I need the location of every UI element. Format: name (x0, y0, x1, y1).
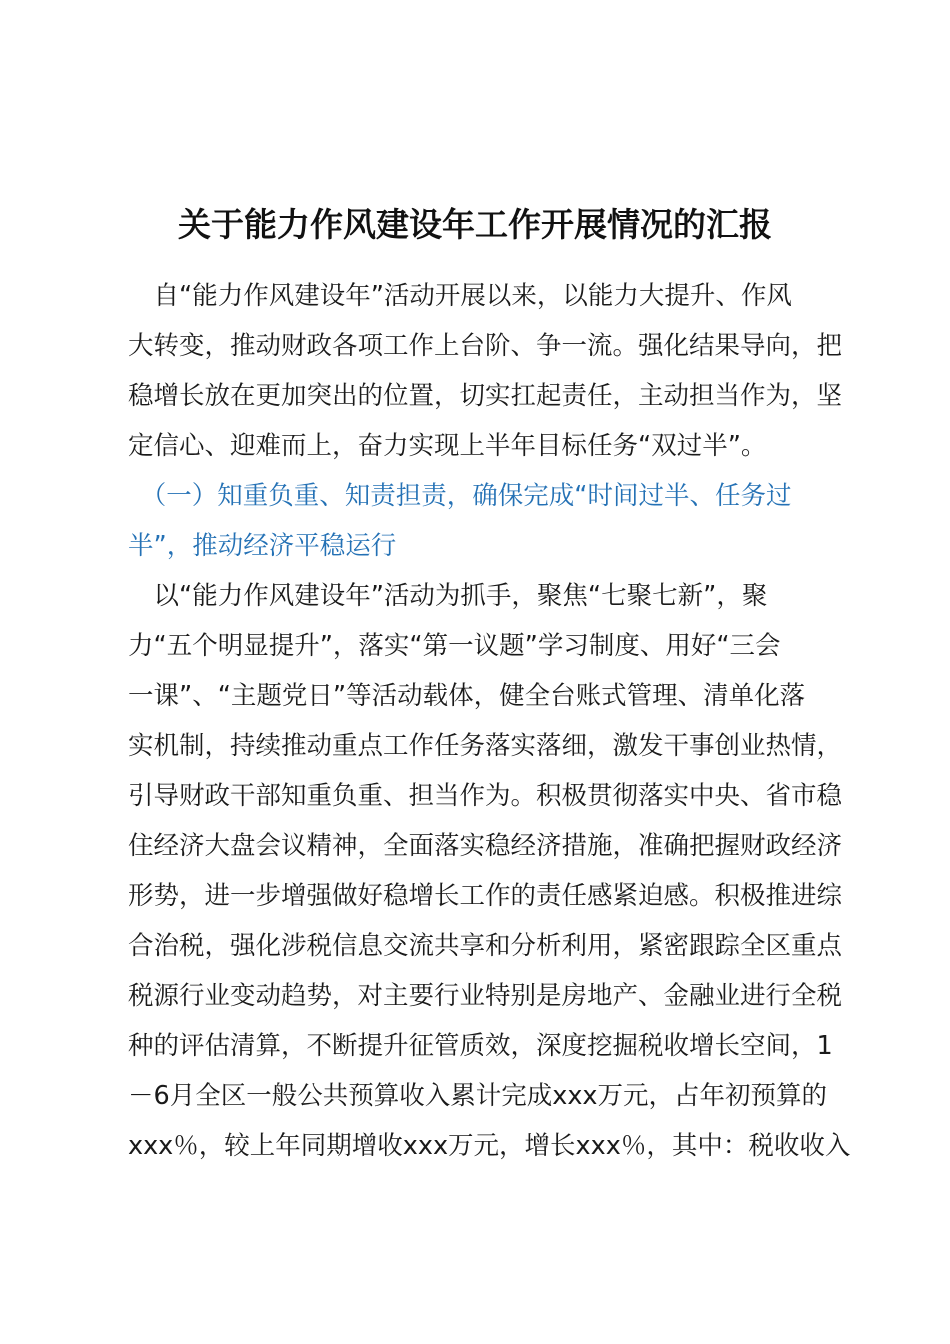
body-line: 合治税，强化涉税信息交流共享和分析利用，紧密跟踪全区重点 (128, 931, 843, 961)
intro-line: 定信心、迎难而上，奋力实现上半年目标任务“双过半”。 (128, 431, 767, 461)
document-title: 关于能力作风建设年工作开展情况的汇报 (178, 205, 772, 244)
body-line: 引导财政干部知重负重、担当作为。积极贯彻落实中央、省市稳 (128, 781, 843, 811)
body-line: 实机制，持续推动重点工作任务落实落细，激发干事创业热情， (128, 731, 843, 761)
section-heading-line: （一）知重负重、知责担责，确保完成“时间过半、任务过 (128, 481, 792, 511)
intro-line: 稳增长放在更加突出的位置，切实扛起责任，主动担当作为，坚 (128, 381, 843, 411)
body-line: 种的评估清算，不断提升征管质效，深度挖掘税收增长空间，1 (128, 1031, 833, 1061)
section-heading-line: 半”，推动经济平稳运行 (128, 531, 397, 561)
body-line: xxx％，较上年同期增收xxx万元，增长xxx％，其中：税收收入 (128, 1131, 851, 1161)
body-line: 住经济大盘会议精神，全面落实稳经济措施，准确把握财政经济 (128, 831, 843, 861)
body-line: 力“五个明显提升”，落实“第一议题”学习制度、用好“三会 (128, 631, 781, 661)
intro-line: 大转变，推动财政各项工作上台阶、争一流。强化结果导向，把 (128, 331, 843, 361)
body-line: 税源行业变动趋势，对主要行业特别是房地产、金融业进行全税 (128, 981, 843, 1011)
intro-line: 自“能力作风建设年”活动开展以来，以能力大提升、作风 (128, 281, 792, 311)
body-line: 以“能力作风建设年”活动为抓手，聚焦“七聚七新”，聚 (128, 581, 768, 611)
body-line: 一课”、“主题党日”等活动载体，健全台账式管理、清单化落 (128, 681, 806, 711)
body-line: 形势，进一步增强做好稳增长工作的责任感紧迫感。积极推进综 (128, 881, 843, 911)
body-line: －6月全区一般公共预算收入累计完成xxx万元，占年初预算的 (128, 1081, 827, 1111)
